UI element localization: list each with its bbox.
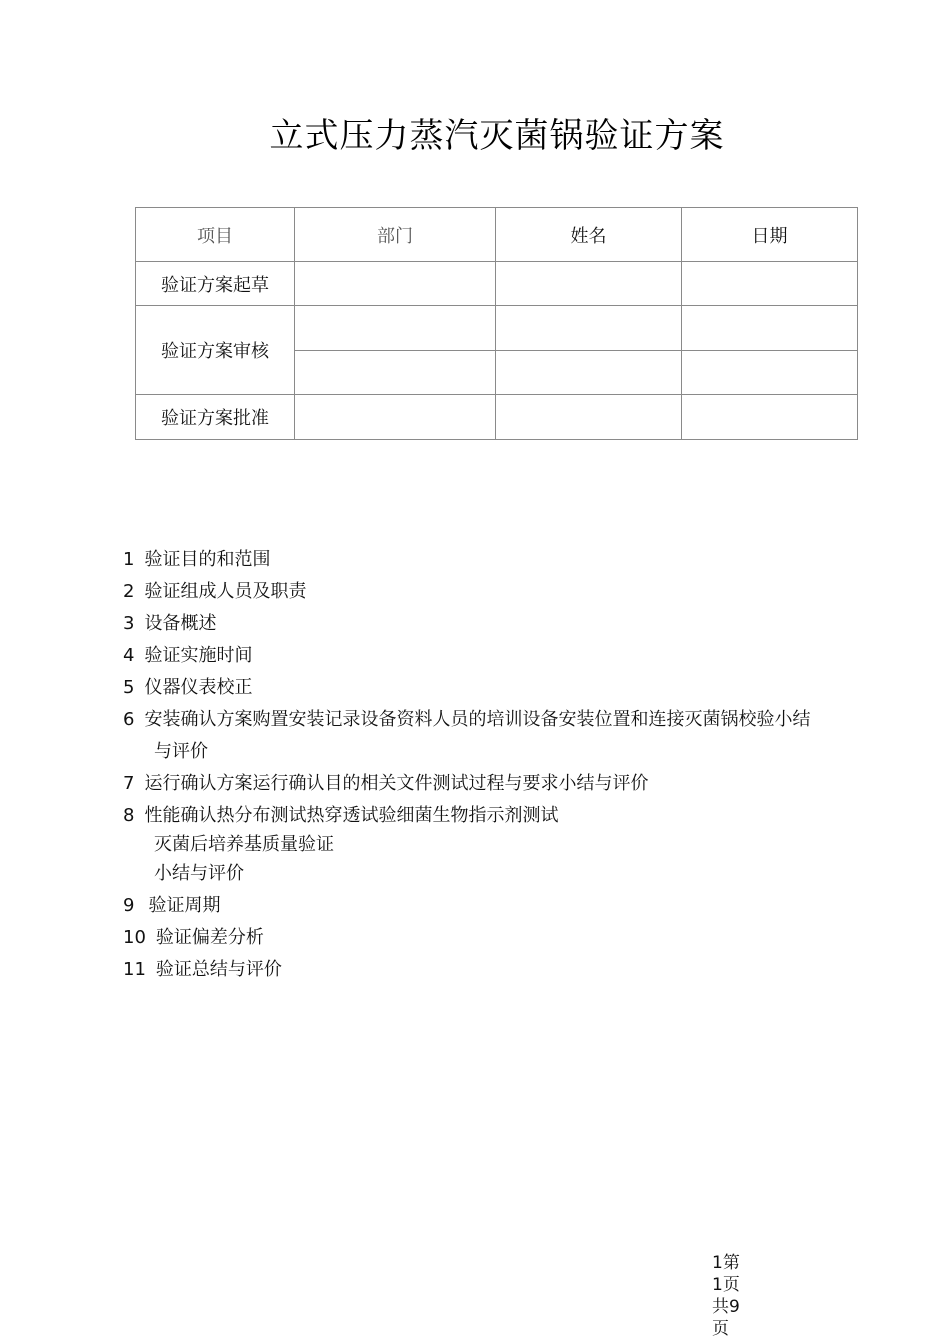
header-name: 姓名	[496, 208, 682, 262]
cell-review1-date	[682, 306, 858, 351]
cell-review2-date	[682, 351, 858, 395]
toc-item-11: 11 验证总结与评价	[123, 959, 282, 980]
toc-item-7: 7 运行确认方案运行确认目的相关文件测试过程与要求小结与评价	[123, 773, 649, 794]
row-label-approve: 验证方案批准	[136, 395, 295, 440]
toc-item-6-continued: 与评价	[154, 741, 208, 762]
cell-review1-name	[496, 306, 682, 351]
page-number-line-1: 1第	[712, 1253, 740, 1273]
cell-approve-name	[496, 395, 682, 440]
cell-approve-department	[295, 395, 496, 440]
toc-item-1: 1 验证目的和范围	[123, 549, 271, 570]
toc-item-5: 5 仪器仪表校正	[123, 677, 253, 698]
toc-item-2: 2 验证组成人员及职责	[123, 581, 307, 602]
cell-review1-department	[295, 306, 496, 351]
toc-item-8-continued: 灭菌后培养基质量验证	[154, 834, 334, 855]
table-of-contents	[123, 544, 883, 986]
table-row-review-1	[136, 306, 858, 351]
cell-approve-date	[682, 395, 858, 440]
cell-review2-department	[295, 351, 496, 395]
cell-review2-name	[496, 351, 682, 395]
toc-item-4: 4 验证实施时间	[123, 645, 253, 666]
page-number-line-3: 共9	[712, 1297, 740, 1317]
header-date: 日期	[682, 208, 858, 262]
cell-draft-name	[496, 262, 682, 306]
table-header-row	[136, 208, 858, 262]
toc-item-9: 9 验证周期	[123, 895, 221, 916]
page-number	[712, 1252, 752, 1340]
page-number-line-2: 1页	[712, 1275, 740, 1295]
toc-item-8-continued-2: 小结与评价	[154, 863, 244, 884]
toc-item-10: 10 验证偏差分析	[123, 927, 264, 948]
document-title: 立式压力蒸汽灭菌锅验证方案	[269, 116, 725, 156]
toc-item-6: 6 安装确认方案购置安装记录设备资料人员的培训设备安装位置和连接灭菌锅校验小结	[123, 709, 811, 730]
cell-draft-date	[682, 262, 858, 306]
table-row-approve	[136, 395, 858, 440]
toc-item-8: 8 性能确认热分布测试热穿透试验细菌生物指示剂测试	[123, 805, 559, 826]
toc-item-3: 3 设备概述	[123, 613, 217, 634]
page-number-line-4: 页	[712, 1319, 729, 1339]
row-label-draft: 验证方案起草	[136, 262, 295, 306]
cell-draft-department	[295, 262, 496, 306]
header-department: 部门	[295, 208, 496, 262]
header-item: 项目	[136, 208, 295, 262]
signoff-table	[135, 207, 858, 440]
table-row-draft	[136, 262, 858, 306]
row-label-review: 验证方案审核	[136, 306, 295, 395]
